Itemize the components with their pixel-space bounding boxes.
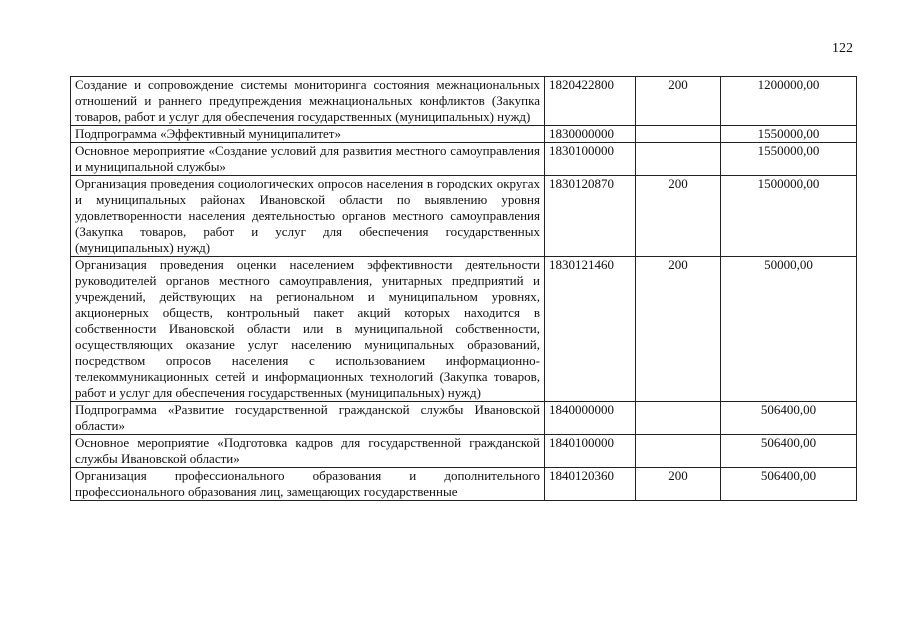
row-expense-type (636, 143, 721, 176)
row-name: Основное мероприятие «Подготовка кадров для государственной гражданской службы Ивановской области» (71, 435, 545, 468)
row-expense-type: 200 (636, 176, 721, 257)
row-code: 1840120360 (545, 468, 636, 501)
row-name: Подпрограмма «Эффективный муниципалитет» (71, 126, 545, 143)
row-expense-type: 200 (636, 468, 721, 501)
row-code: 1820422800 (545, 77, 636, 126)
row-code: 1830121460 (545, 257, 636, 402)
row-name: Подпрограмма «Развитие государственной гражданской службы Ивановской области» (71, 402, 545, 435)
row-expense-type (636, 402, 721, 435)
row-code: 1830120870 (545, 176, 636, 257)
page-number: 122 (832, 41, 853, 56)
row-expense-type: 200 (636, 257, 721, 402)
row-amount: 506400,00 (721, 402, 857, 435)
row-name: Организация проведения социологических опросов населения в городских округах и муниципальных районах Ивановской области по выявлению уровня удовлетворенности населения деятельностью органов местного самоуправления (Закупка товаров, работ и услуг для обеспечения государственных (муниципальных) нужд) (71, 176, 545, 257)
row-code: 1840100000 (545, 435, 636, 468)
row-expense-type (636, 126, 721, 143)
row-amount: 506400,00 (721, 435, 857, 468)
budget-table (70, 76, 857, 501)
table-row (71, 257, 857, 402)
row-name: Создание и сопровождение системы мониторинга состояния межнациональных отношений и раннего предупреждения межнациональных конфликтов (Закупка товаров, работ и услуг для обеспечения государственных (муниципальных) нужд) (71, 77, 545, 126)
table-row (71, 402, 857, 435)
row-name: Организация профессионального образования и дополнительного профессионального образования лиц, замещающих государственные (71, 468, 545, 501)
row-amount: 506400,00 (721, 468, 857, 501)
row-name: Организация проведения оценки населением эффективности деятельности руководителей органов местного самоуправления, унитарных предприятий и учреждений, действующих на региональном и муниципальном уровнях, акционерных обществ, контрольный пакет акций которых находится в собственности Ивановской области или в муниципальной собственности, осуществляющих оказание услуг населению муниципальных образований, посредством опросов населения с использованием информационно-телекоммуникационных сетей и информационных технологий (Закупка товаров, работ и услуг для обеспечения государственных (муниципальных) нужд) (71, 257, 545, 402)
row-name: Основное мероприятие «Создание условий для развития местного самоуправления и муниципальной службы» (71, 143, 545, 176)
row-amount: 1500000,00 (721, 176, 857, 257)
table-row (71, 143, 857, 176)
table-row (71, 126, 857, 143)
table-row (71, 435, 857, 468)
row-code: 1830000000 (545, 126, 636, 143)
row-expense-type (636, 435, 721, 468)
table-row (71, 176, 857, 257)
row-expense-type: 200 (636, 77, 721, 126)
row-amount: 1200000,00 (721, 77, 857, 126)
row-amount: 1550000,00 (721, 143, 857, 176)
row-amount: 50000,00 (721, 257, 857, 402)
row-code: 1840000000 (545, 402, 636, 435)
row-amount: 1550000,00 (721, 126, 857, 143)
row-code: 1830100000 (545, 143, 636, 176)
table-row (71, 77, 857, 126)
table-row (71, 468, 857, 501)
